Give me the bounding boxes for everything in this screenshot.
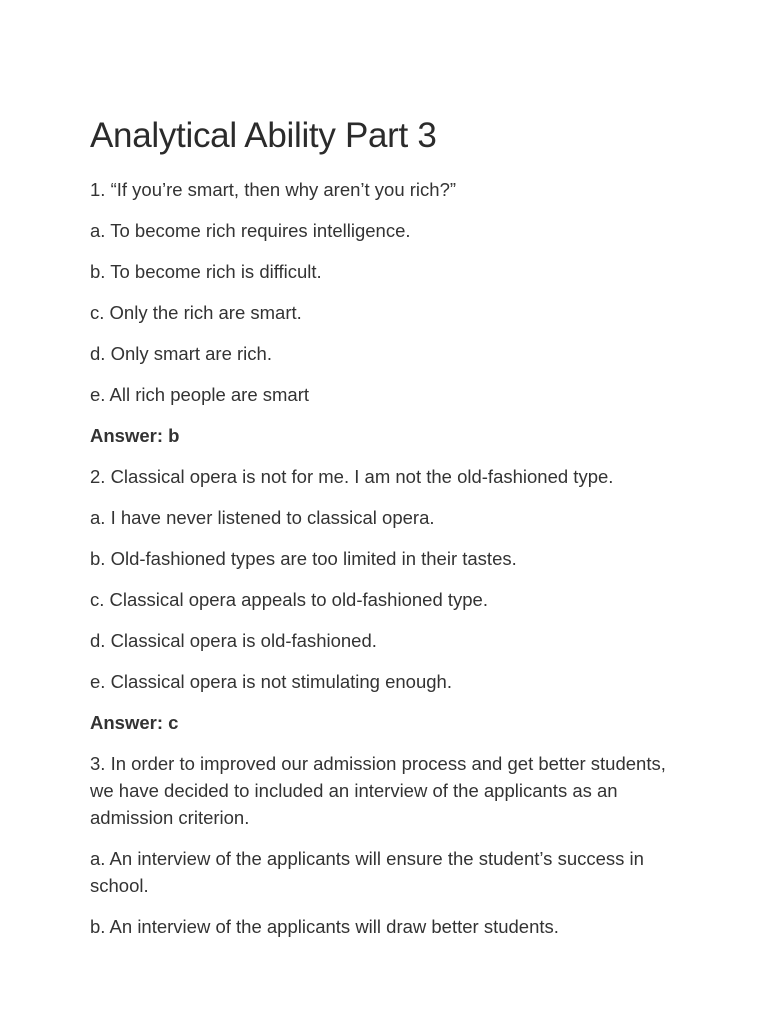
question-2: 2. Classical opera is not for me. I am not the old-fashioned type.: [90, 466, 614, 487]
question-3: 3. In order to improved our admission process and get better students, we have decided to included an interview of the applicants as an admission criterion.: [90, 753, 666, 828]
question-1-option-d: d. Only smart are rich.: [90, 343, 272, 364]
question-1-option-c: c. Only the rich are smart.: [90, 302, 302, 323]
question-1: 1. “If you’re smart, then why aren’t you rich?”: [90, 179, 457, 200]
page-title: Analytical Ability Part 3: [90, 116, 437, 155]
question-2-option-b: b. Old-fashioned types are too limited in their tastes.: [90, 548, 517, 569]
question-1-option-a: a. To become rich requires intelligence.: [90, 220, 411, 241]
question-3-option-b: b. An interview of the applicants will draw better students.: [90, 916, 559, 937]
question-1-option-e: e. All rich people are smart: [90, 384, 310, 405]
question-3-option-a: a. An interview of the applicants will ensure the student’s success in school.: [90, 848, 644, 896]
question-1-option-b: b. To become rich is difficult.: [90, 261, 322, 282]
question-2-answer: Answer: c: [90, 712, 179, 733]
document-page: [90, 110, 690, 954]
question-2-option-e: e. Classical opera is not stimulating enough.: [90, 671, 452, 692]
question-1-answer: Answer: b: [90, 425, 180, 446]
question-2-option-c: c. Classical opera appeals to old-fashioned type.: [90, 589, 488, 610]
question-2-option-d: d. Classical opera is old-fashioned.: [90, 630, 377, 651]
question-2-option-a: a. I have never listened to classical opera.: [90, 507, 435, 528]
